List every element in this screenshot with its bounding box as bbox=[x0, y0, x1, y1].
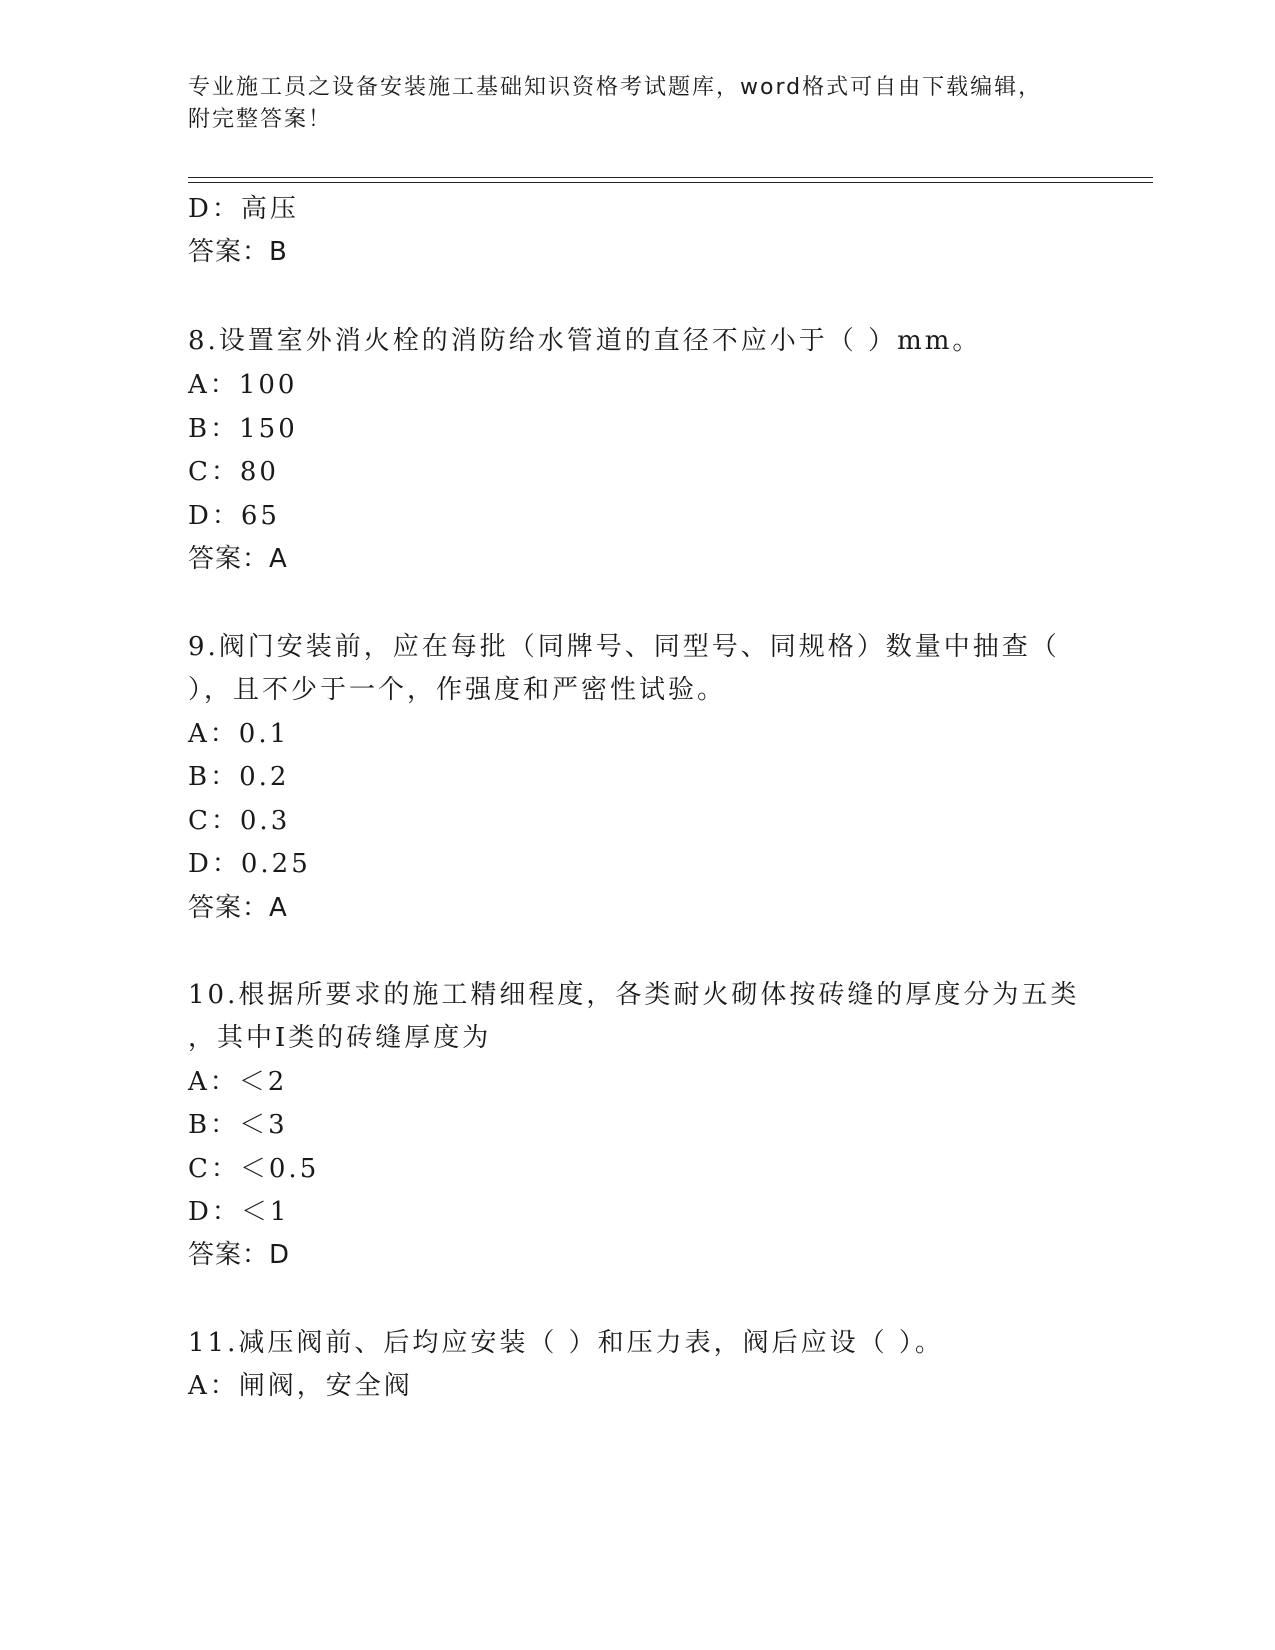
header-divider-top bbox=[188, 177, 1153, 178]
q9-option-a: A：0.1 bbox=[188, 719, 290, 749]
q10-option-a: A：＜2 bbox=[188, 1067, 288, 1097]
header-divider-bottom bbox=[188, 182, 1153, 183]
q9-question-line-1: 9.阀门安装前，应在每批（同牌号、同型号、同规格）数量中抽查（ bbox=[188, 632, 1060, 662]
q10-option-c: C：＜0.5 bbox=[188, 1154, 320, 1184]
q9-option-c: C：0.3 bbox=[188, 806, 291, 836]
q8-option-b: B：150 bbox=[188, 414, 298, 444]
q8-option-d: D：65 bbox=[188, 501, 280, 531]
q9-answer: 答案：A bbox=[188, 893, 288, 923]
q10-option-b: B：＜3 bbox=[188, 1110, 288, 1140]
header-title-line-1: 专业施工员之设备安装施工基础知识资格考试题库，word格式可自由下载编辑， bbox=[188, 75, 1043, 100]
q10-option-d: D：＜1 bbox=[188, 1197, 290, 1227]
q8-answer: 答案：A bbox=[188, 544, 288, 574]
q7-answer: 答案：B bbox=[188, 237, 288, 267]
header-title-line-2: 附完整答案！ bbox=[188, 107, 333, 132]
q9-option-d: D：0.25 bbox=[188, 849, 311, 879]
q8-option-a: A：100 bbox=[188, 370, 298, 400]
q9-option-b: B：0.2 bbox=[188, 762, 290, 792]
q11-question: 11.减压阀前、后均应安装（ ）和压力表，阀后应设（ ）。 bbox=[188, 1328, 944, 1358]
q11-option-a: A：闸阀，安全阀 bbox=[188, 1371, 413, 1401]
q10-question-line-2: ，其中Ⅰ类的砖缝厚度为 bbox=[188, 1023, 492, 1053]
q9-question-line-2: ），且不少于一个，作强度和严密性试验。 bbox=[188, 675, 727, 705]
q10-answer: 答案：D bbox=[188, 1240, 291, 1270]
q8-option-c: C：80 bbox=[188, 457, 279, 487]
document-header bbox=[188, 72, 1068, 136]
q7-option-d: D：高压 bbox=[188, 194, 299, 224]
q8-question: 8.设置室外消火栓的消防给水管道的直径不应小于（ ）mm。 bbox=[188, 326, 982, 356]
q10-question-line-1: 10.根据所要求的施工精细程度，各类耐火砌体按砖缝的厚度分为五类 bbox=[188, 980, 1080, 1010]
